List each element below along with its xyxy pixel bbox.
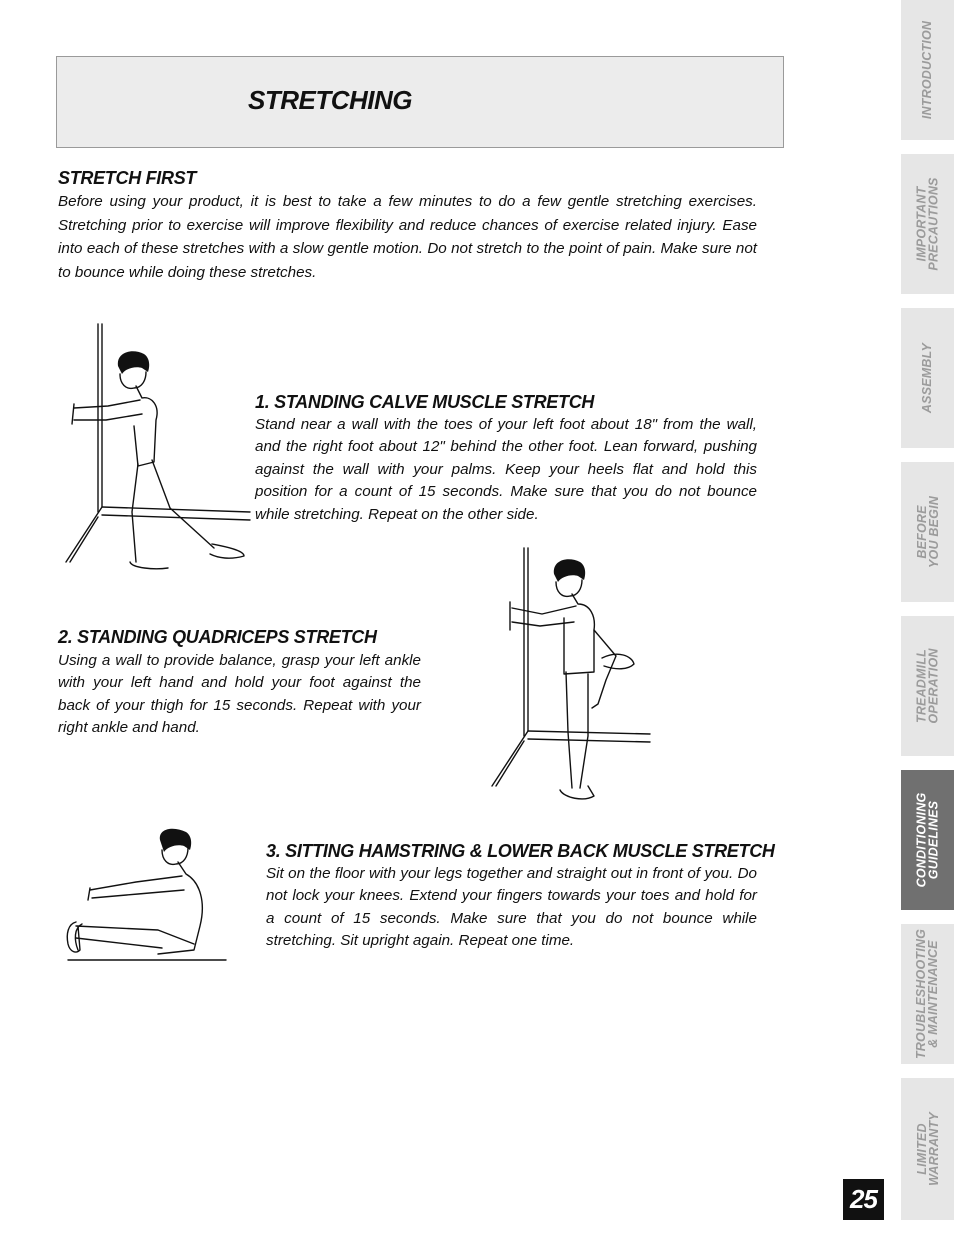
stretch-3-text: Sit on the floor with your legs together and straight out in front of you. Do not lock your knees. Extend your fingers towards your toes and hold for a count of 15 seconds. Make sure that you do not bounce while stretching. Sit upright again. Repeat one time. [266, 865, 757, 950]
title-box [56, 56, 784, 148]
stretch-first-heading: STRETCH FIRST [58, 168, 197, 188]
tab-assembly[interactable] [901, 308, 954, 448]
tab-limited-warranty[interactable] [901, 1078, 954, 1220]
tab-label: ASSEMBLY [920, 342, 935, 414]
tab-label: TREADMILL OPERATION [914, 648, 941, 724]
tab-label: INTRODUCTION [920, 20, 935, 120]
stretch-2-text: Using a wall to provide balance, grasp your left ankle with your left hand and hold your foot against the back of your thigh for 15 seconds. Repeat with your right ankle and hand. [58, 652, 421, 737]
calf-stretch-illustration [60, 322, 255, 577]
quad-stretch-illustration [488, 546, 653, 806]
page-title: STRETCHING [248, 85, 412, 115]
stretch-1-heading: 1. STANDING CALVE MUSCLE STRETCH [255, 392, 595, 412]
tab-label: TROUBLESHOOTING & MAINTENANCE [914, 928, 941, 1060]
tab-label: IMPORTANT PRECAUTIONS [914, 177, 941, 271]
tab-before-you-begin[interactable] [901, 462, 954, 602]
tab-troubleshooting-maintenance[interactable] [901, 924, 954, 1064]
tab-label: BEFORE YOU BEGIN [914, 496, 941, 568]
tab-label: LIMITED WARRANTY [914, 1112, 941, 1186]
hamstring-stretch-illustration [62, 826, 234, 966]
tab-label: CONDITIONING GUIDELINES [914, 792, 941, 888]
tab-conditioning-guidelines[interactable] [901, 770, 954, 910]
stretch-first-text: Before using your product, it is best to take a few minutes to do a few gentle stretching exercises. Stretching prior to exercise will improve flexibility and reduce chances of exercise related injury. Ease into each of these stretches with a slow gentle motion. Do not stretch to the point of pain. Make sure not to bounce while doing these stretches. [58, 193, 757, 281]
tab-introduction[interactable] [901, 0, 954, 140]
section-tabs [901, 0, 954, 1235]
page-number: 25 [843, 1179, 884, 1220]
tab-treadmill-operation[interactable] [901, 616, 954, 756]
stretch-1-text: Stand near a wall with the toes of your left foot about 18" from the wall, and the right foot about 12" behind the other foot. Lean forward, pushing against the wall with your palms. Keep your heels flat and hold this position for a count of 15 seconds. Make sure that you do not bounce while stretching. Repeat on the other side. [255, 416, 757, 523]
stretch-2-heading: 2. STANDING QUADRICEPS STRETCH [58, 627, 377, 647]
stretch-3-heading: 3. SITTING HAMSTRING & LOWER BACK MUSCLE STRETCH [266, 841, 775, 861]
tab-important-precautions[interactable] [901, 154, 954, 294]
